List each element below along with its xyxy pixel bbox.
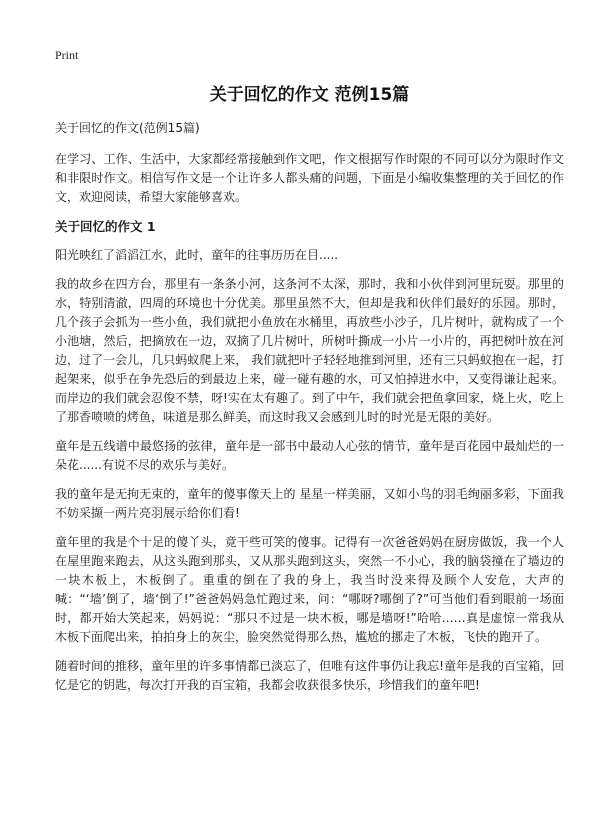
body-paragraph: 阳光映红了滔滔江水，此时，童年的往事历历在目.....: [55, 248, 339, 262]
section-heading: 关于回忆的作文 1: [55, 219, 156, 234]
body-paragraph: 随着时间的推移，童年里的许多事情都已淡忘了，但唯有这件事仍让我忘!童年是我的百宝箱，回忆是它的钥匙，每次打开我的百宝箱，我都会收获很多快乐，珍惜我们的童年吧!: [55, 659, 564, 692]
print-link[interactable]: Print: [55, 48, 79, 62]
body-paragraph: 我的童年是无拘无束的，童年的傻事像天上的 星星一样美丽，又如小鸟的羽毛绚丽多彩，下面我不妨采撷一两片亮羽展示给你们看!: [55, 487, 564, 520]
page-title: 关于回忆的作文 范例15篇: [209, 85, 410, 105]
body-paragraph: 我的故乡在四方台，那里有一条条小河，这条河不太深，那时，我和小伙伴到河里玩耍。那里的水，特别清澈，四周的环境也十分优美。那里虽然不大，但却是我和伙伴们最好的乐园。那时，几个孩子会抓为一些小鱼，我们就把小鱼放在水桶里，再放些小沙子，几片树叶，就构成了一个小池塘，然后，把摘放在一边，双摘了几片树叶，所树叶撕成一小片一小片的，再把树叶放在河边，过了一会儿，几只蚂蚁爬上来， 我们就把叶子轻轻地推到河里，还有三只蚂蚁抱在一起，打起架来，似乎在争先恐后的到最边上来，碰一碰有趣的水，可又怕掉进水中，又变得谦让起来。而岸边的我们就会忍俊不禁，呀!实在太有趣了。到了中午，我们就会把鱼拿回家，烧上火，吃上了那香喷喷的烤鱼，味道是那么鲜美，而这时我又会感到儿时的时光是无限的美好。: [55, 277, 564, 424]
body-paragraph: 童年是五线谱中最悠扬的弦律，童年是一部书中最动人心弦的情节，童年是百花园中最灿烂的一朵花......有说不尽的欢乐与美好。: [55, 439, 564, 472]
intro-paragraph: 在学习、工作、生活中，大家都经常接触到作文吧，作文根据写作时限的不同可以分为限时作文和非限时作文。相信写作文是一个让许多人都头痛的问题，下面是小编收集整理的关于回忆的作文，欢迎阅读，希望大家能够喜欢。: [55, 152, 564, 204]
document-subtitle: 关于回忆的作文(范例15篇): [55, 121, 200, 135]
body-paragraph: 童年里的我是个十足的傻丫头，竟干些可笑的傻事。记得有一次爸爸妈妈在厨房做饭，我一个人在屋里跑来跑去，从这头跑到那头，又从那头跑到这头，突然一不小心，我的脑袋撞在了墙边的一块木板上，木板倒了。重重的倒在了我的身上，我当时没来得及顾个人安危，大声的喊：“‘墙’倒了，墙‘倒了!”爸爸妈妈急忙跑过来，问：“哪呀?哪倒了?”可当他们看到眼前一场面时，都开始大笑起来，妈妈说：“那只不过是一块木板，哪是墙呀!”哈哈……真是虚惊一常我从木板下面爬出来，拍拍身上的灰尘，脸突然觉得那么热，尴尬的挪走了木板，飞快的跑开了。: [55, 535, 564, 644]
